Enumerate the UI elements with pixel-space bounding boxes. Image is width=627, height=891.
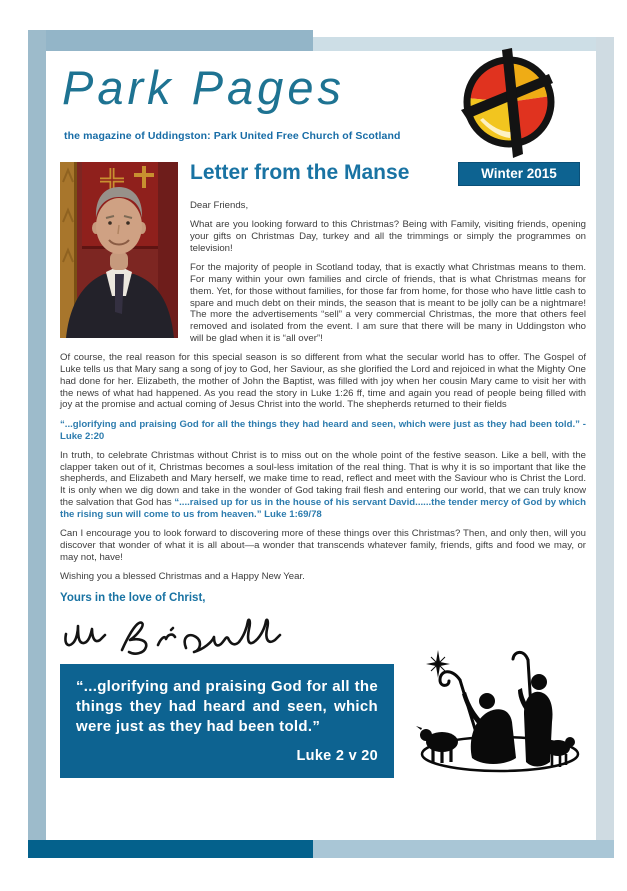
footer-band-light	[313, 840, 614, 858]
scripture-quote-2: “....raised up for us in the house of his servant David......the tender mercy of God by which the rising sun will come to us from heaven.” Luke 1:69/78	[60, 497, 586, 520]
right-frame-strip	[596, 37, 614, 840]
issue-badge: Winter 2015	[458, 162, 580, 186]
church-cross-logo	[461, 46, 565, 160]
star-of-bethlehem-icon	[426, 650, 450, 678]
pull-quote-text: “...glorifying and praising God for all the things they had heard and seen, which were just as they had been told.”	[76, 678, 378, 736]
pull-quote-box	[60, 664, 394, 778]
top-band-left	[28, 30, 313, 51]
scripture-quote-1: “...glorifying and praising God for all the things they had heard and seen, which were just as they had been told.” - Luke 2:20	[60, 418, 586, 442]
paragraph-4	[60, 450, 586, 521]
paragraph-2: For the majority of people in Scotland today, that is exactly what Christmas means to them. For many within your own families and circle of friends, that is what Christmas means for them. Yet, for those without families, for those far from home, for those who have little cash to spare and much debt on their minds, the season that is meant to be jolly can be a nightmare! The more the advertisements “sell” a very commercial Christmas, the more that others feel removed and isolated from the event. I am sure that there will be many in Uddingston who will be glad when it is “all over”!	[190, 262, 586, 344]
footer-band-dark	[28, 840, 313, 858]
pull-quote-reference: Luke 2 v 20	[296, 748, 378, 765]
magazine-subtitle: the magazine of Uddingston: Park United Free Church of Scotland	[64, 130, 401, 142]
footer-feature-row	[60, 664, 586, 780]
magazine-title: Park Pages	[62, 61, 345, 114]
signoff: Yours in the love of Christ,	[60, 591, 206, 604]
paragraph-5: Can I encourage you to look forward to discovering more of these things over this Christmas? Then, and only then, will you discover that wonder of what it is all about—a wonder that transcends whatever family, friends, gifts and food we may, or may not, have!	[60, 528, 586, 563]
paragraph-4-lead: In truth, to celebrate Christmas without Christ is to miss out on the whole point of the festive season. Like a bell, with the clapper taken out of it, Christmas becomes a soul-less imitation of the real thing. That is why it is so important that like the shepherds, and Elizabeth and Mary herself, we make time to read, reflect and meet with the Saviour who is Christ the Lord. It is only when we dig down and take in the wonder of God taking frail flesh and entering our world, that we can truly know the salvation that God has	[60, 449, 586, 509]
salutation: Dear Friends,	[190, 200, 249, 211]
shepherds-illustration	[408, 644, 586, 780]
minister-photo	[60, 162, 178, 338]
signature-image	[58, 612, 286, 658]
paragraph-1: What are you looking forward to this Christmas? Being with Family, visiting friends, opening your gifts on Christmas Day, turkey and all the trimmings or simply the programmes on television!	[190, 219, 586, 254]
article	[60, 160, 586, 780]
paragraph-6: Wishing you a blessed Christmas and a Happy New Year.	[60, 571, 305, 583]
article-heading: Letter from the Manse	[190, 161, 410, 184]
paragraph-3: Of course, the real reason for this special season is so different from what the secular world has to offer. The Gospel of Luke tells us that Mary sang a song of joy to God, her Saviour, as she glorified the Lord and rejoiced in what the Mighty One had done for her. Elizabeth, the mother of John the Baptist, was filled with joy when her cousin Mary came to visit her with the news of what had happened. As you read the story in Luke 1:26 ff, time and again you read of people being filled with joy at the promise and actual coming of Jesus Christ into the world. The shepherds returned to their fields	[60, 352, 586, 411]
left-frame-strip	[28, 30, 46, 840]
